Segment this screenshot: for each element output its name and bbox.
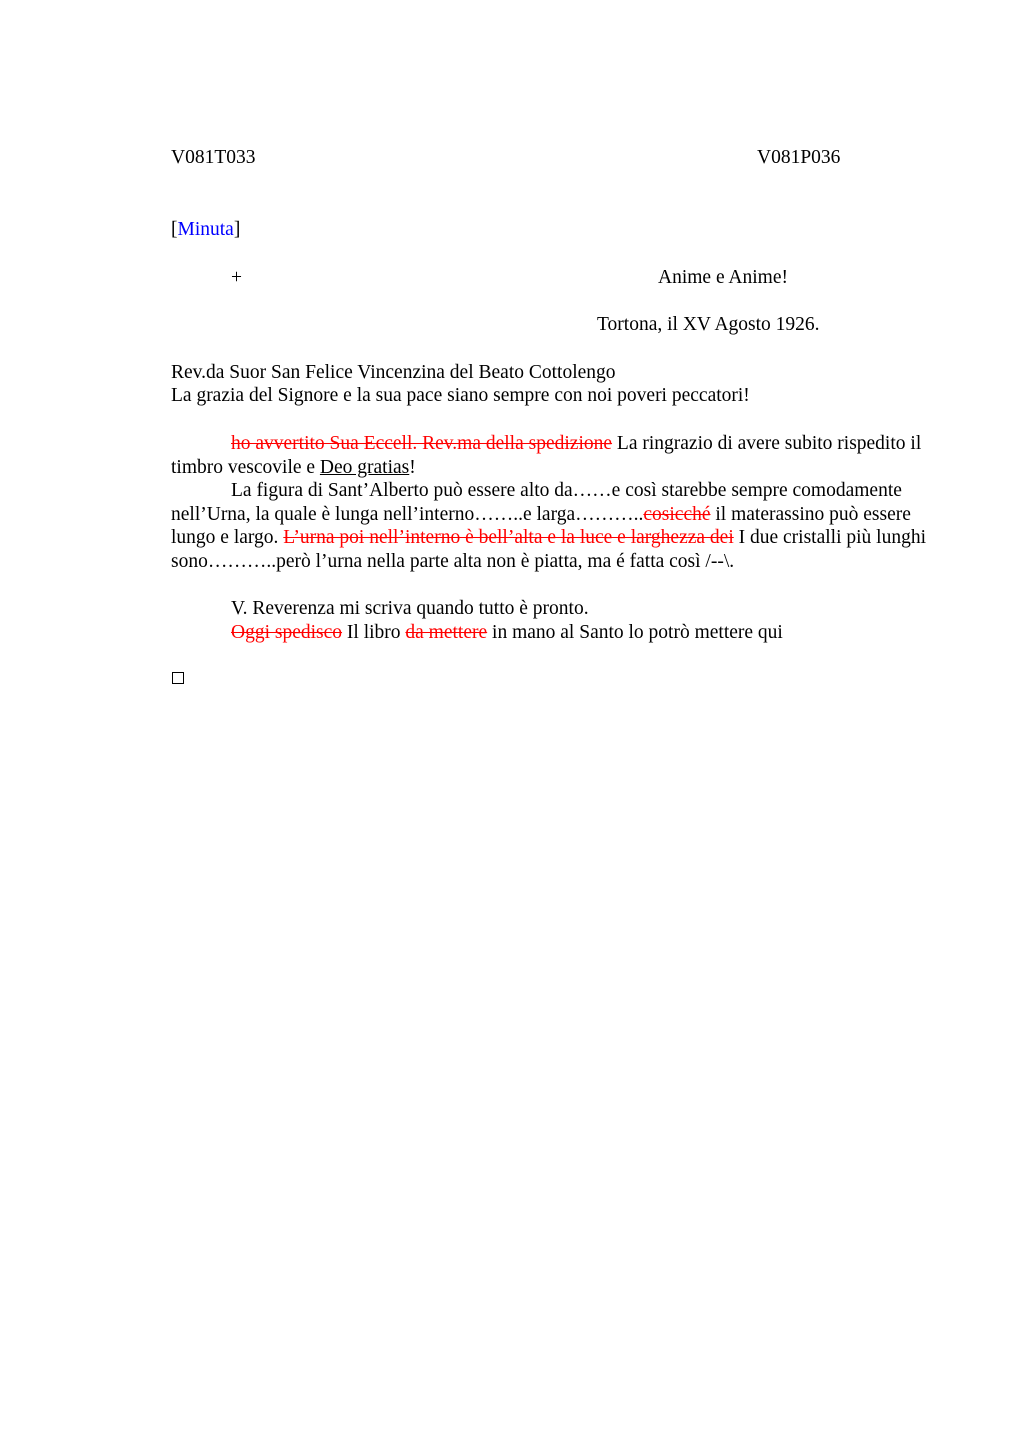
deleted-text: cosicché [643,503,711,525]
dateline: Tortona, il XV Agosto 1926. [597,314,820,335]
cross-symbol: + [231,267,242,288]
body-paragraph-2: La figura di Sant’Alberto può essere alto da……e così starebbe sempre comodamente nell’Urna, la quale è lunga nell’interno……..e larga………..cosicché il materassino può essere lungo e largo. L’urna poi nell’interno è bell’alta e la luce e larghezza dei I due cristalli più lunghi sono………..però l’urna nella parte alta non è piatta, ma é fatta così /--\. [171,480,927,572]
document-code-left: V081T033 [171,147,256,168]
deleted-text: L’urna poi nell’interno è bell’alta e la luce e larghezza dei [283,527,734,549]
minuta-close-bracket: ] [233,219,241,240]
minuta-label [171,218,240,242]
salutation-addressee: Rev.da Suor San Felice Vincenzina del Beato Cottolengo [171,362,616,383]
body-paragraph-4: Oggi spedisco Il libro da mettere in mano al Santo lo potrò mettere qui [231,622,783,643]
motto: Anime e Anime! [658,267,788,288]
document-code-right: V081P036 [757,147,841,168]
deleted-text: Oggi spedisco [231,622,343,643]
body-paragraph-1: ho avvertito Sua Eccell. Rev.ma della spedizione La ringrazio di avere subito rispedito il timbro vescovile e Deo gratias! [171,433,922,478]
minuta-text: Minuta [177,219,234,240]
minuta-open-bracket: [ [171,219,178,240]
underlined-text: Deo gratias [319,456,410,478]
deleted-text: da mettere [405,622,488,643]
checkbox-square-icon [172,672,184,684]
deleted-text: ho avvertito Sua Eccell. Rev.ma della spedizione [231,433,613,454]
salutation-greeting: La grazia del Signore e la sua pace siano sempre con noi poveri peccatori! [171,385,750,406]
body-paragraph-3: V. Reverenza mi scriva quando tutto è pronto. [231,598,589,619]
